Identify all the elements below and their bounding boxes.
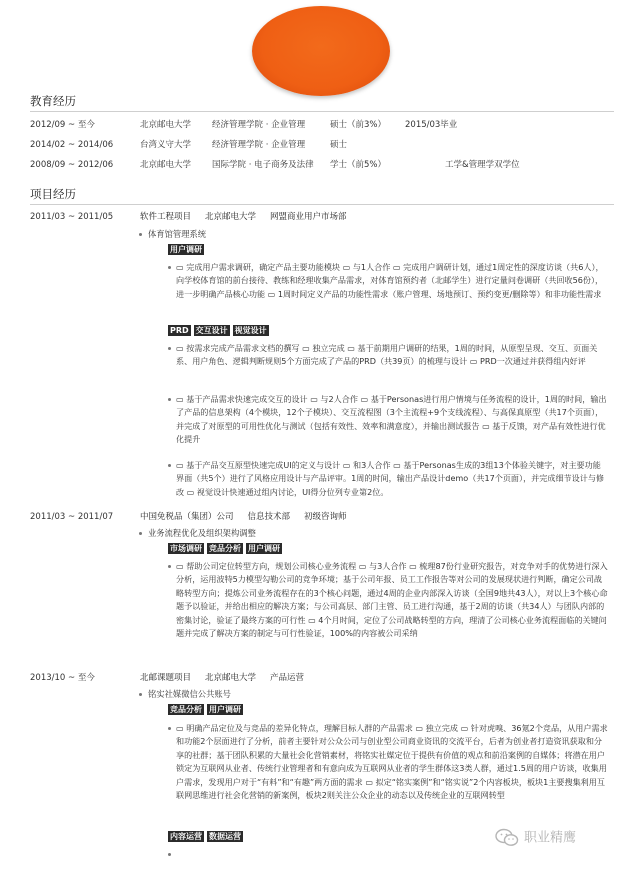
project-date: 2011/03 ~ 2011/07 <box>30 512 114 522</box>
edu-date: 2008/09 ~ 2012/06 <box>30 160 114 170</box>
edu-date: 2012/09 ~ 至今 <box>30 120 95 130</box>
project-name: 软件工程项目 <box>140 212 192 222</box>
watermark <box>495 828 576 852</box>
project-name: 北邮课题项目 <box>140 673 192 683</box>
tag-group <box>168 325 272 337</box>
project-org: 北京邮电大学 <box>205 673 257 683</box>
wechat-icon <box>495 828 519 848</box>
project-sub-item: 铭实社媒微信公共账号 <box>139 689 231 700</box>
tag: 用户调研 <box>209 705 241 714</box>
edu-dept: 经济管理学院 · 企业管理 <box>212 120 306 130</box>
edu-extra: 2015/03毕业 <box>405 120 458 130</box>
watermark-text: 职业精鹰 <box>524 830 577 846</box>
education-row <box>30 160 620 172</box>
education-row <box>30 120 620 132</box>
project-header <box>30 212 620 224</box>
tag-group <box>168 831 246 843</box>
edu-date: 2014/02 ~ 2014/06 <box>30 140 114 150</box>
project-header <box>30 512 620 524</box>
edu-school: 北京邮电大学 <box>140 120 192 130</box>
tag: 竞品分析 <box>209 544 241 553</box>
edu-degree: 硕士 <box>330 140 348 150</box>
tag: 数据运营 <box>209 832 241 841</box>
project-name: 中国免税品（集团）公司 <box>140 512 234 522</box>
tag: PRD <box>170 326 189 335</box>
tag-group <box>168 543 285 555</box>
tag: 内容运营 <box>170 832 202 841</box>
edu-degree: 学士（前5%） <box>330 160 386 170</box>
empty-bullet <box>168 849 177 860</box>
bullet-item: ▭ 帮助公司定位转型方向，规划公司核心业务流程 ▭ 与3人合作 ▭ 梳理87份行业研究报告，对竞争对手的优势进行深入分析，运用波特5力模型勾勒公司的竞争环境；基于公司年报、员工工作报告等对公司的发展现状进行判断，确定公司战略转型方向；提炼公司业务流程存在的3个核心问题，通过4周的企业内部深入访谈（全国9地共43人），对以上3个核心命题予以验证，并给出相应的解决方案；与公司高层、部门主管、员工进行沟通，基于2周的访谈（共34人）与团队内部的密集讨论，验证了最终方案的可行性 ▭ 4个月时间，定位了公司战略转型的方向，理清了公司核心业务流程面临的关键问题并完成了解决方案的制定与可行性验证，100%的内容被公司采纳 <box>168 560 608 640</box>
project-title <box>140 512 361 523</box>
tag: 交互设计 <box>195 326 228 335</box>
project-date: 2013/10 ~ 至今 <box>30 673 95 683</box>
edu-school: 台湾义守大学 <box>140 140 192 150</box>
bullet-item: ▭ 基于产品交互原型快速完成UI的定义与设计 ▭ 和3人合作 ▭ 基于Personas生成的3组13个体验关键字，对主要功能界面（共5个）进行了风格应用设计与产品评审。1周的时间，输出产品设计demo（共17个页面），并完成细节设计与修改 ▭ 视觉设计快速通过组内讨论，UI得分位列专业第2位。 <box>168 459 608 499</box>
project-header <box>30 673 620 685</box>
project-title <box>140 212 361 223</box>
project-role: 初级咨询师 <box>304 512 347 522</box>
education-divider <box>30 111 614 112</box>
project-sub-item: 业务流程优化及组织架构调整 <box>139 528 256 539</box>
edu-dept: 经济管理学院 · 企业管理 <box>212 140 306 150</box>
tag: 用户调研 <box>248 544 280 553</box>
bullet-item: ▭ 完成用户需求调研，确定产品主要功能模块 ▭ 与1人合作 ▭ 完成用户调研计划，通过1周定性的深度访谈（共6人），向学校体育馆的前台接待、教练和经理收集产品需求，对体育馆预约者（北邮学生）进行定量问卷调研（共回收56份），进一步明确产品核心功能 ▭ 1周时间定义产品的功能性需求（账户管理、场地预订、预约变更/删除等）和非功能性需求 <box>168 261 608 301</box>
projects-divider <box>30 204 614 205</box>
tag: 视觉设计 <box>234 326 267 335</box>
bullet-item: ▭ 明确产品定位及与竞品的差异化特点，理解目标人群的产品需求 ▭ 独立完成 ▭ 针对虎嗅、36氪2个竞品，从用户需求和功能2个层面进行了分析，前者主要针对公众公司与创业型公司商业资讯的交流平台，后者为创业者打造资讯获取和分享的社群；基于团队积累的大量社会化营销素材，将铭实社媒定位于提供有价值的观点和前沿案例的自媒体；将潜在用户锁定为互联网从业者、传统行业管理者和有意向成为互联网从业者的学生群体这3类人群，通过1.5周的用户访谈，收集用户需求，发现用户对于“有料”和“有趣”两方面的需求 ▭ 拟定“铭实案例”和“铭实说”2个内容板块，板块1主要搜集利用互联网思维进行社会化营销的新案例，板块2则关注公众企业的动态以及传统企业的互联网转型 <box>168 722 608 802</box>
project-role: 网盟商业用户市场部 <box>270 212 347 222</box>
edu-school: 北京邮电大学 <box>140 160 192 170</box>
bullet-item: ▭ 按需求完成产品需求文档的撰写 ▭ 独立完成 ▭ 基于前期用户调研的结果，1周的时间，从原型呈现、交互、页面关系、用户角色、逻辑判断规则5个方面完成了产品的PRD（共39页）的梳理与设计 ▭ PRD一次通过并获得组内好评 <box>168 342 608 369</box>
education-title: 教育经历 <box>30 94 76 108</box>
tag: 竞品分析 <box>170 705 202 714</box>
project-title <box>140 673 318 684</box>
education-row <box>30 140 620 152</box>
project-org: 信息技术部 <box>247 512 291 522</box>
tag-group <box>168 244 207 256</box>
project-sub-item: 体育馆管理系统 <box>139 229 206 240</box>
project-date: 2011/03 ~ 2011/05 <box>30 212 114 222</box>
projects-title: 项目经历 <box>30 187 76 201</box>
bullet-item: ▭ 基于产品需求快速完成交互的设计 ▭ 与2人合作 ▭ 基于Personas进行用户情境与任务流程的设计，1周的时间，输出了产品的信息架构（4个模块，12个子模块）、交互流程图（3个主流程+9个支线流程）、与高保真原型（共17个页面），并完成了对原型的可用性优化与测试（包括有效性、效率和满意度），并输出测试报告 ▭ 基于反馈，对产品有效性进行优化提升 <box>168 393 608 447</box>
tag-group <box>168 704 246 716</box>
edu-dept: 国际学院 · 电子商务及法律 <box>212 160 314 170</box>
avatar <box>252 6 390 96</box>
edu-extra: 工学&管理学双学位 <box>445 160 520 170</box>
project-org: 北京邮电大学 <box>205 212 257 222</box>
tag: 市场调研 <box>170 544 202 553</box>
tag: 用户调研 <box>170 245 202 254</box>
project-role: 产品运营 <box>270 673 305 683</box>
edu-degree: 硕士（前3%） <box>330 120 386 130</box>
